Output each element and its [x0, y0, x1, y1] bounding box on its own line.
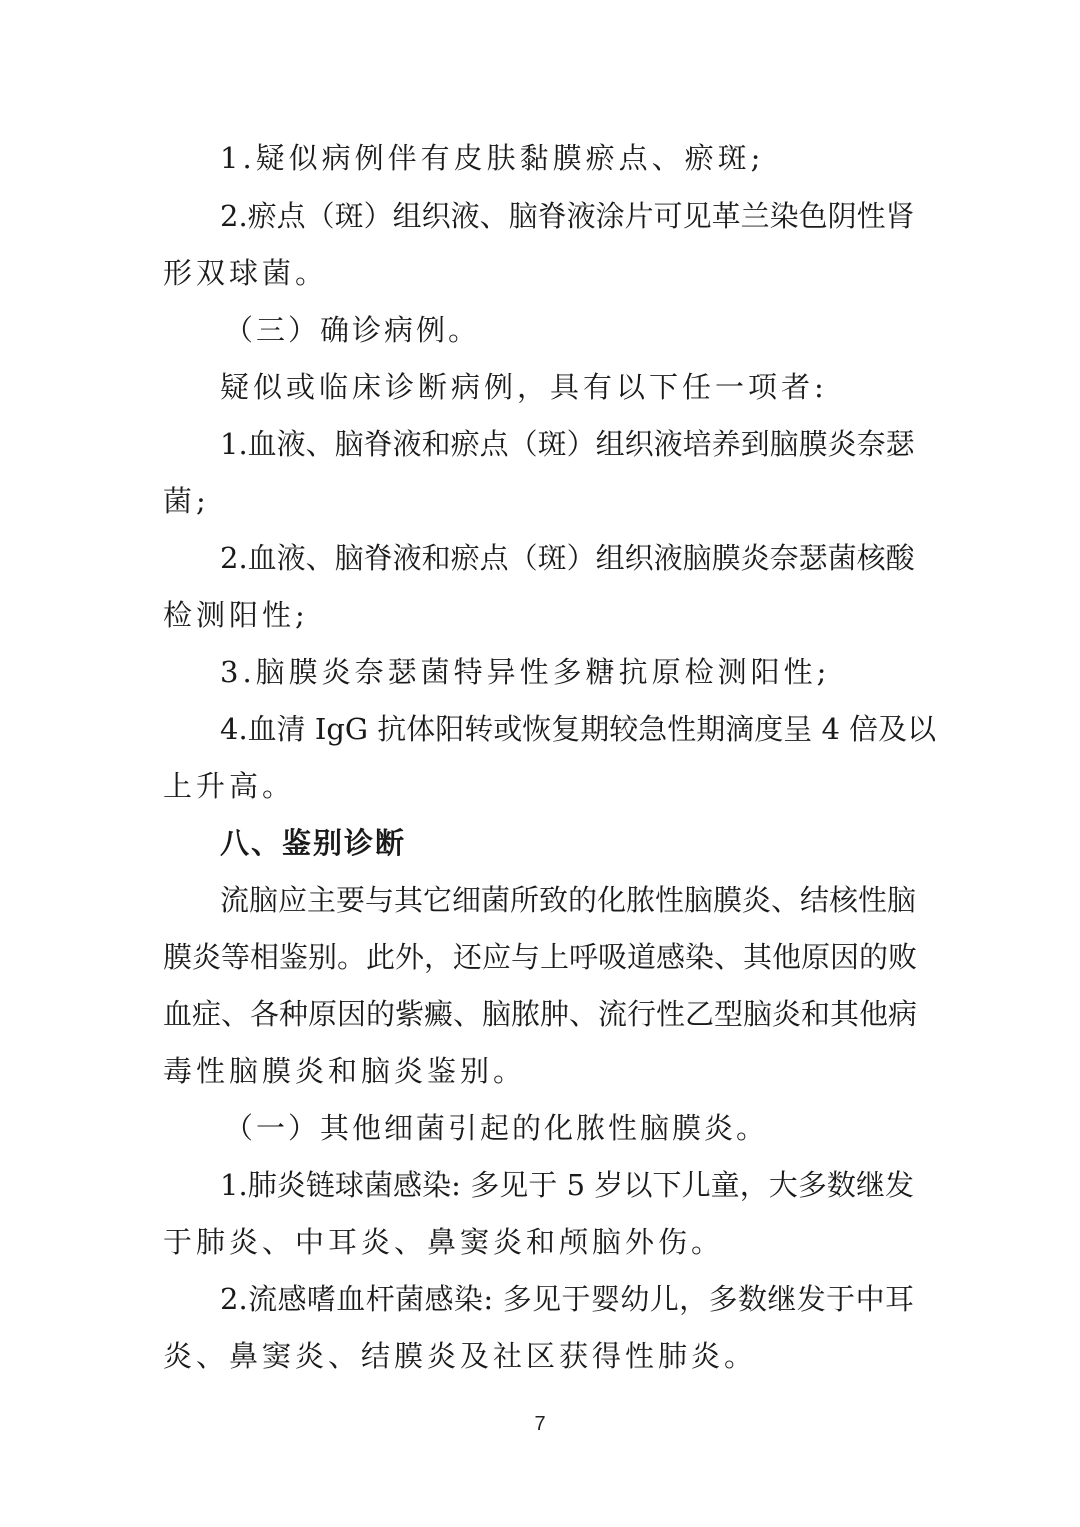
text-line: 1.血液、脑脊液和瘀点（斑）组织液培养到脑膜炎奈瑟 [220, 427, 915, 461]
section-subheading: （三）确诊病例。 [224, 313, 481, 347]
section-subheading: （一）其他细菌引起的化脓性脑膜炎。 [224, 1111, 769, 1145]
text-line: 4.血清 IgG 抗体阳转或恢复期较急性期滴度呈 4 倍及以 [220, 712, 937, 746]
text-line: 上升高。 [163, 769, 296, 803]
text-line: 形双球菌。 [163, 256, 329, 290]
text-line: 疑似或临床诊断病例，具有以下任一项者: [220, 370, 828, 404]
text-line: 3.脑膜炎奈瑟菌特异性多糖抗原检测阳性; [220, 655, 831, 689]
text-line: 2.流感嗜血杆菌感染: 多见于婴幼儿，多数继发于中耳 [220, 1282, 914, 1316]
text-line: 菌; [163, 484, 210, 518]
text-line: 炎、鼻窦炎、结膜炎及社区获得性肺炎。 [163, 1339, 758, 1373]
text-line: 2.瘀点（斑）组织液、脑脊液涂片可见革兰染色阴性肾 [220, 199, 915, 233]
section-heading: 八、鉴别诊断 [220, 826, 407, 860]
text-line: 血症、各种原因的紫癜、脑脓肿、流行性乙型脑炎和其他病 [163, 997, 918, 1031]
text-line: 检测阳性; [163, 598, 309, 632]
text-line: 毒性脑膜炎和脑炎鉴别。 [163, 1054, 527, 1088]
text-line: 流脑应主要与其它细菌所致的化脓性脑膜炎、结核性脑 [220, 883, 917, 917]
text-line: 1.肺炎链球菌感染: 多见于 5 岁以下儿童，大多数继发 [220, 1168, 914, 1202]
text-line: 1.疑似病例伴有皮肤黏膜瘀点、瘀斑; [220, 141, 765, 175]
text-line: 于肺炎、中耳炎、鼻窦炎和颅脑外伤。 [163, 1225, 725, 1259]
page-number: 7 [534, 1413, 546, 1435]
text-line: 2.血液、脑脊液和瘀点（斑）组织液脑膜炎奈瑟菌核酸 [220, 541, 915, 575]
text-line: 膜炎等相鉴别。此外，还应与上呼吸道感染、其他原因的败 [163, 940, 918, 974]
